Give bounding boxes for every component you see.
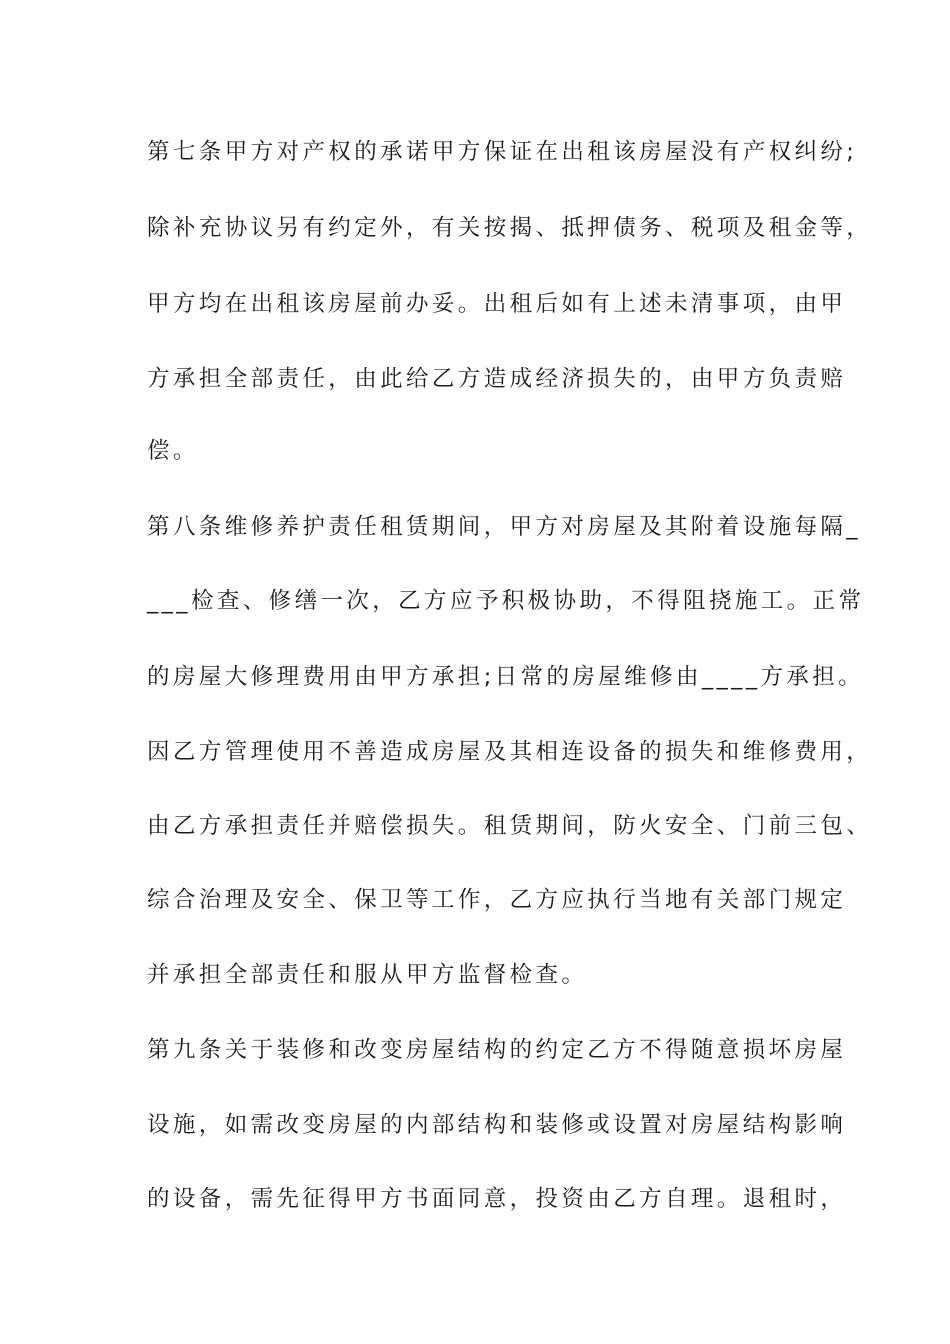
- text-line: ___检查、修缮一次，乙方应予积极协助，不得阻挠施工。正常: [147, 588, 865, 614]
- text-line: 因乙方管理使用不善造成房屋及其相连设备的损失和维修费用，: [147, 739, 873, 765]
- text-line: 除补充协议另有约定外，有关按揭、抵押债务、税项及租金等，: [147, 215, 873, 241]
- text-line: 的设备，需先征得甲方书面同意，投资由乙方自理。退租时，: [147, 1186, 847, 1212]
- text-line: 由乙方承担责任并赔偿损失。租赁期间，防火安全、门前三包、: [147, 813, 873, 839]
- text-line: 并承担全部责任和服从甲方监督检查。: [147, 962, 588, 988]
- text-line: 第八条维修养护责任租赁期间，甲方对房屋及其附着设施每隔_: [147, 514, 861, 540]
- text-line: 偿。: [147, 438, 199, 464]
- text-line: 第九条关于装修和改变房屋结构的约定乙方不得随意损坏房屋: [147, 1037, 847, 1063]
- text-line: 甲方均在出租该房屋前办妥。出租后如有上述未清事项，由甲: [147, 291, 847, 317]
- text-line: 第七条甲方对产权的承诺甲方保证在出租该房屋没有产权纠纷;: [147, 139, 858, 165]
- text-line: 的房屋大修理费用由甲方承担;日常的房屋维修由____方承担。: [147, 664, 865, 690]
- text-line: 综合治理及安全、保卫等工作，乙方应执行当地有关部门规定: [147, 887, 847, 913]
- text-line: 设施，如需改变房屋的内部结构和装修或设置对房屋结构影响: [147, 1112, 847, 1138]
- text-line: 方承担全部责任，由此给乙方造成经济损失的，由甲方负责赔: [147, 366, 847, 392]
